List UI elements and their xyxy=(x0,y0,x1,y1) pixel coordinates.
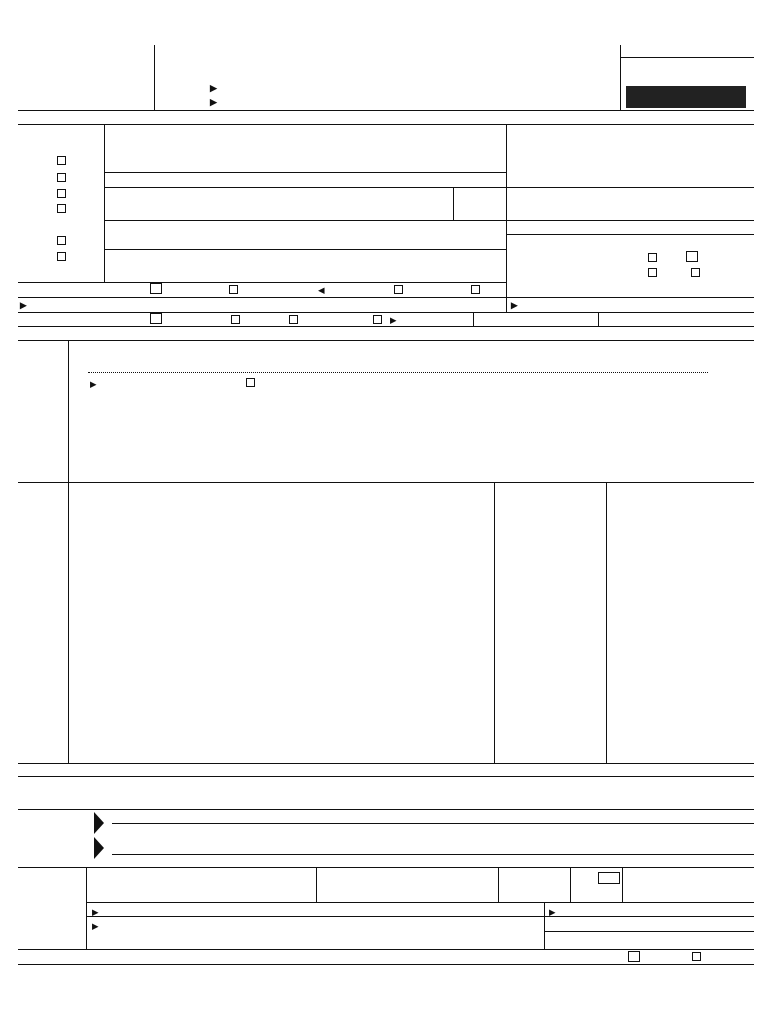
group-return-yes-checkbox[interactable] xyxy=(648,253,657,262)
sign-arrow-icon-2 xyxy=(94,837,104,859)
firm-ein-label: ▶ xyxy=(549,907,556,917)
application-pending-checkbox[interactable] xyxy=(57,252,66,261)
firm-address-label: ▶ xyxy=(92,921,99,931)
sign-arrow-icon xyxy=(94,812,104,834)
group-exemption-label: ▶ xyxy=(511,300,518,310)
501c-checkbox[interactable] xyxy=(229,285,238,294)
line2-label: ▶ xyxy=(90,379,97,389)
4947-checkbox[interactable] xyxy=(394,285,403,294)
address-change-checkbox[interactable] xyxy=(57,156,66,165)
self-employed-checkbox[interactable] xyxy=(598,872,620,884)
corporation-checkbox[interactable] xyxy=(150,313,162,324)
final-return-checkbox[interactable] xyxy=(57,204,66,213)
name-change-checkbox[interactable] xyxy=(57,173,66,182)
initial-return-checkbox[interactable] xyxy=(57,189,66,198)
discontinued-checkbox[interactable] xyxy=(246,378,255,387)
trust-checkbox[interactable] xyxy=(231,315,240,324)
goto-link[interactable]: ▶ xyxy=(210,97,217,107)
amended-return-checkbox[interactable] xyxy=(57,236,66,245)
501c3-checkbox[interactable] xyxy=(150,283,162,294)
firm-name-label: ▶ xyxy=(92,907,99,917)
discuss-no-checkbox[interactable] xyxy=(692,952,701,961)
other-checkbox[interactable] xyxy=(373,315,382,324)
group-return-no-checkbox[interactable] xyxy=(686,251,698,262)
subordinates-no-checkbox[interactable] xyxy=(691,268,700,277)
527-checkbox[interactable] xyxy=(471,285,480,294)
discuss-yes-checkbox[interactable] xyxy=(628,951,640,962)
open-inspection-badge xyxy=(626,86,746,108)
association-checkbox[interactable] xyxy=(289,315,298,324)
website-label: ▶ xyxy=(20,300,27,310)
ssn-notice: ▶ xyxy=(210,83,217,93)
subordinates-yes-checkbox[interactable] xyxy=(648,268,657,277)
